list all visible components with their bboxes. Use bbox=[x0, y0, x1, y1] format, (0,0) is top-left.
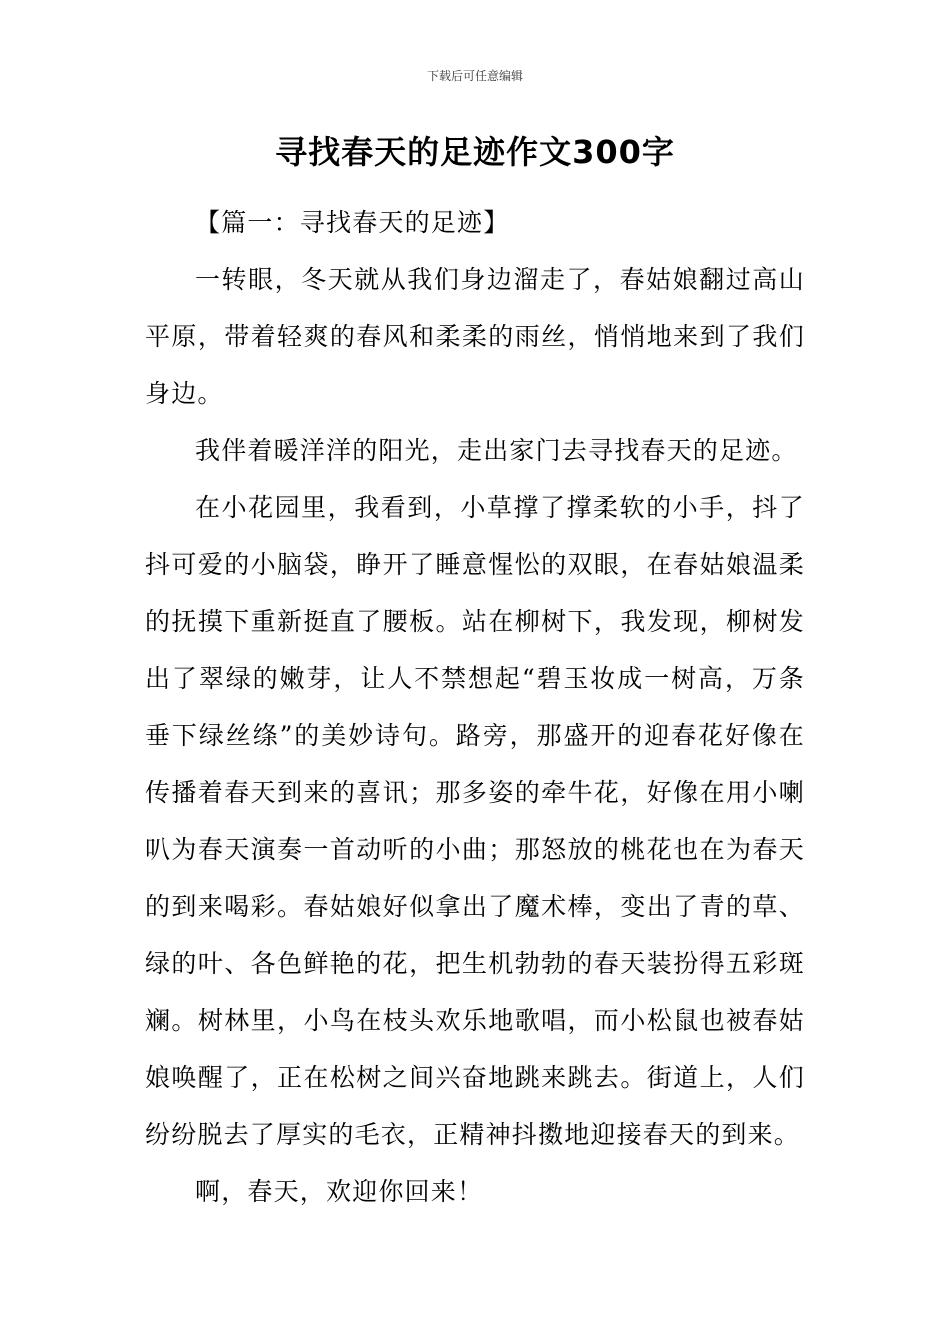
article-body bbox=[145, 194, 805, 1220]
section-heading: 【篇一：寻找春天的足迹】 bbox=[195, 208, 510, 237]
paragraph-sunshine: 我伴着暖洋洋的阳光，走出家门去寻找春天的足迹。 bbox=[195, 436, 798, 465]
paragraph-closing: 啊，春天，欢迎你回来！ bbox=[195, 1177, 484, 1206]
header-note: 下载后可任意编辑 bbox=[426, 69, 523, 83]
paragraph-intro: 一转眼，冬天就从我们身边溜走了，春姑娘翻过高山平原，带着轻爽的春风和柔柔的雨丝，悄悄地来到了我们身边。 bbox=[145, 265, 805, 408]
page-title: 寻找春天的足迹作文300字 bbox=[275, 133, 675, 171]
paragraph-garden: 在小花园里，我看到，小草撑了撑柔软的小手，抖了抖可爱的小脑袋，睁开了睡意惺忪的双眼，在春姑娘温柔的抚摸下重新挺直了腰板。站在柳树下，我发现，柳树发出了翠绿的嫩芽，让人不禁想起“碧玉妆成一树高，万条垂下绿丝绦”的美妙诗句。路旁，那盛开的迎春花好像在传播着春天到来的喜讯；那多姿的牵牛花，好像在用小喇叭为春天演奏一首动听的小曲；那怒放的桃花也在为春天的到来喝彩。春姑娘好似拿出了魔术棒，变出了青的草、绿的叶、各色鲜艳的花，把生机勃勃的春天装扮得五彩斑斓。树林里，小鸟在枝头欢乐地歌唱，而小松鼠也被春姑娘唤醒了，正在松树之间兴奋地跳来跳去。街道上，人们纷纷脱去了厚实的毛衣，正精神抖擞地迎接春天的到来。 bbox=[145, 493, 805, 1149]
